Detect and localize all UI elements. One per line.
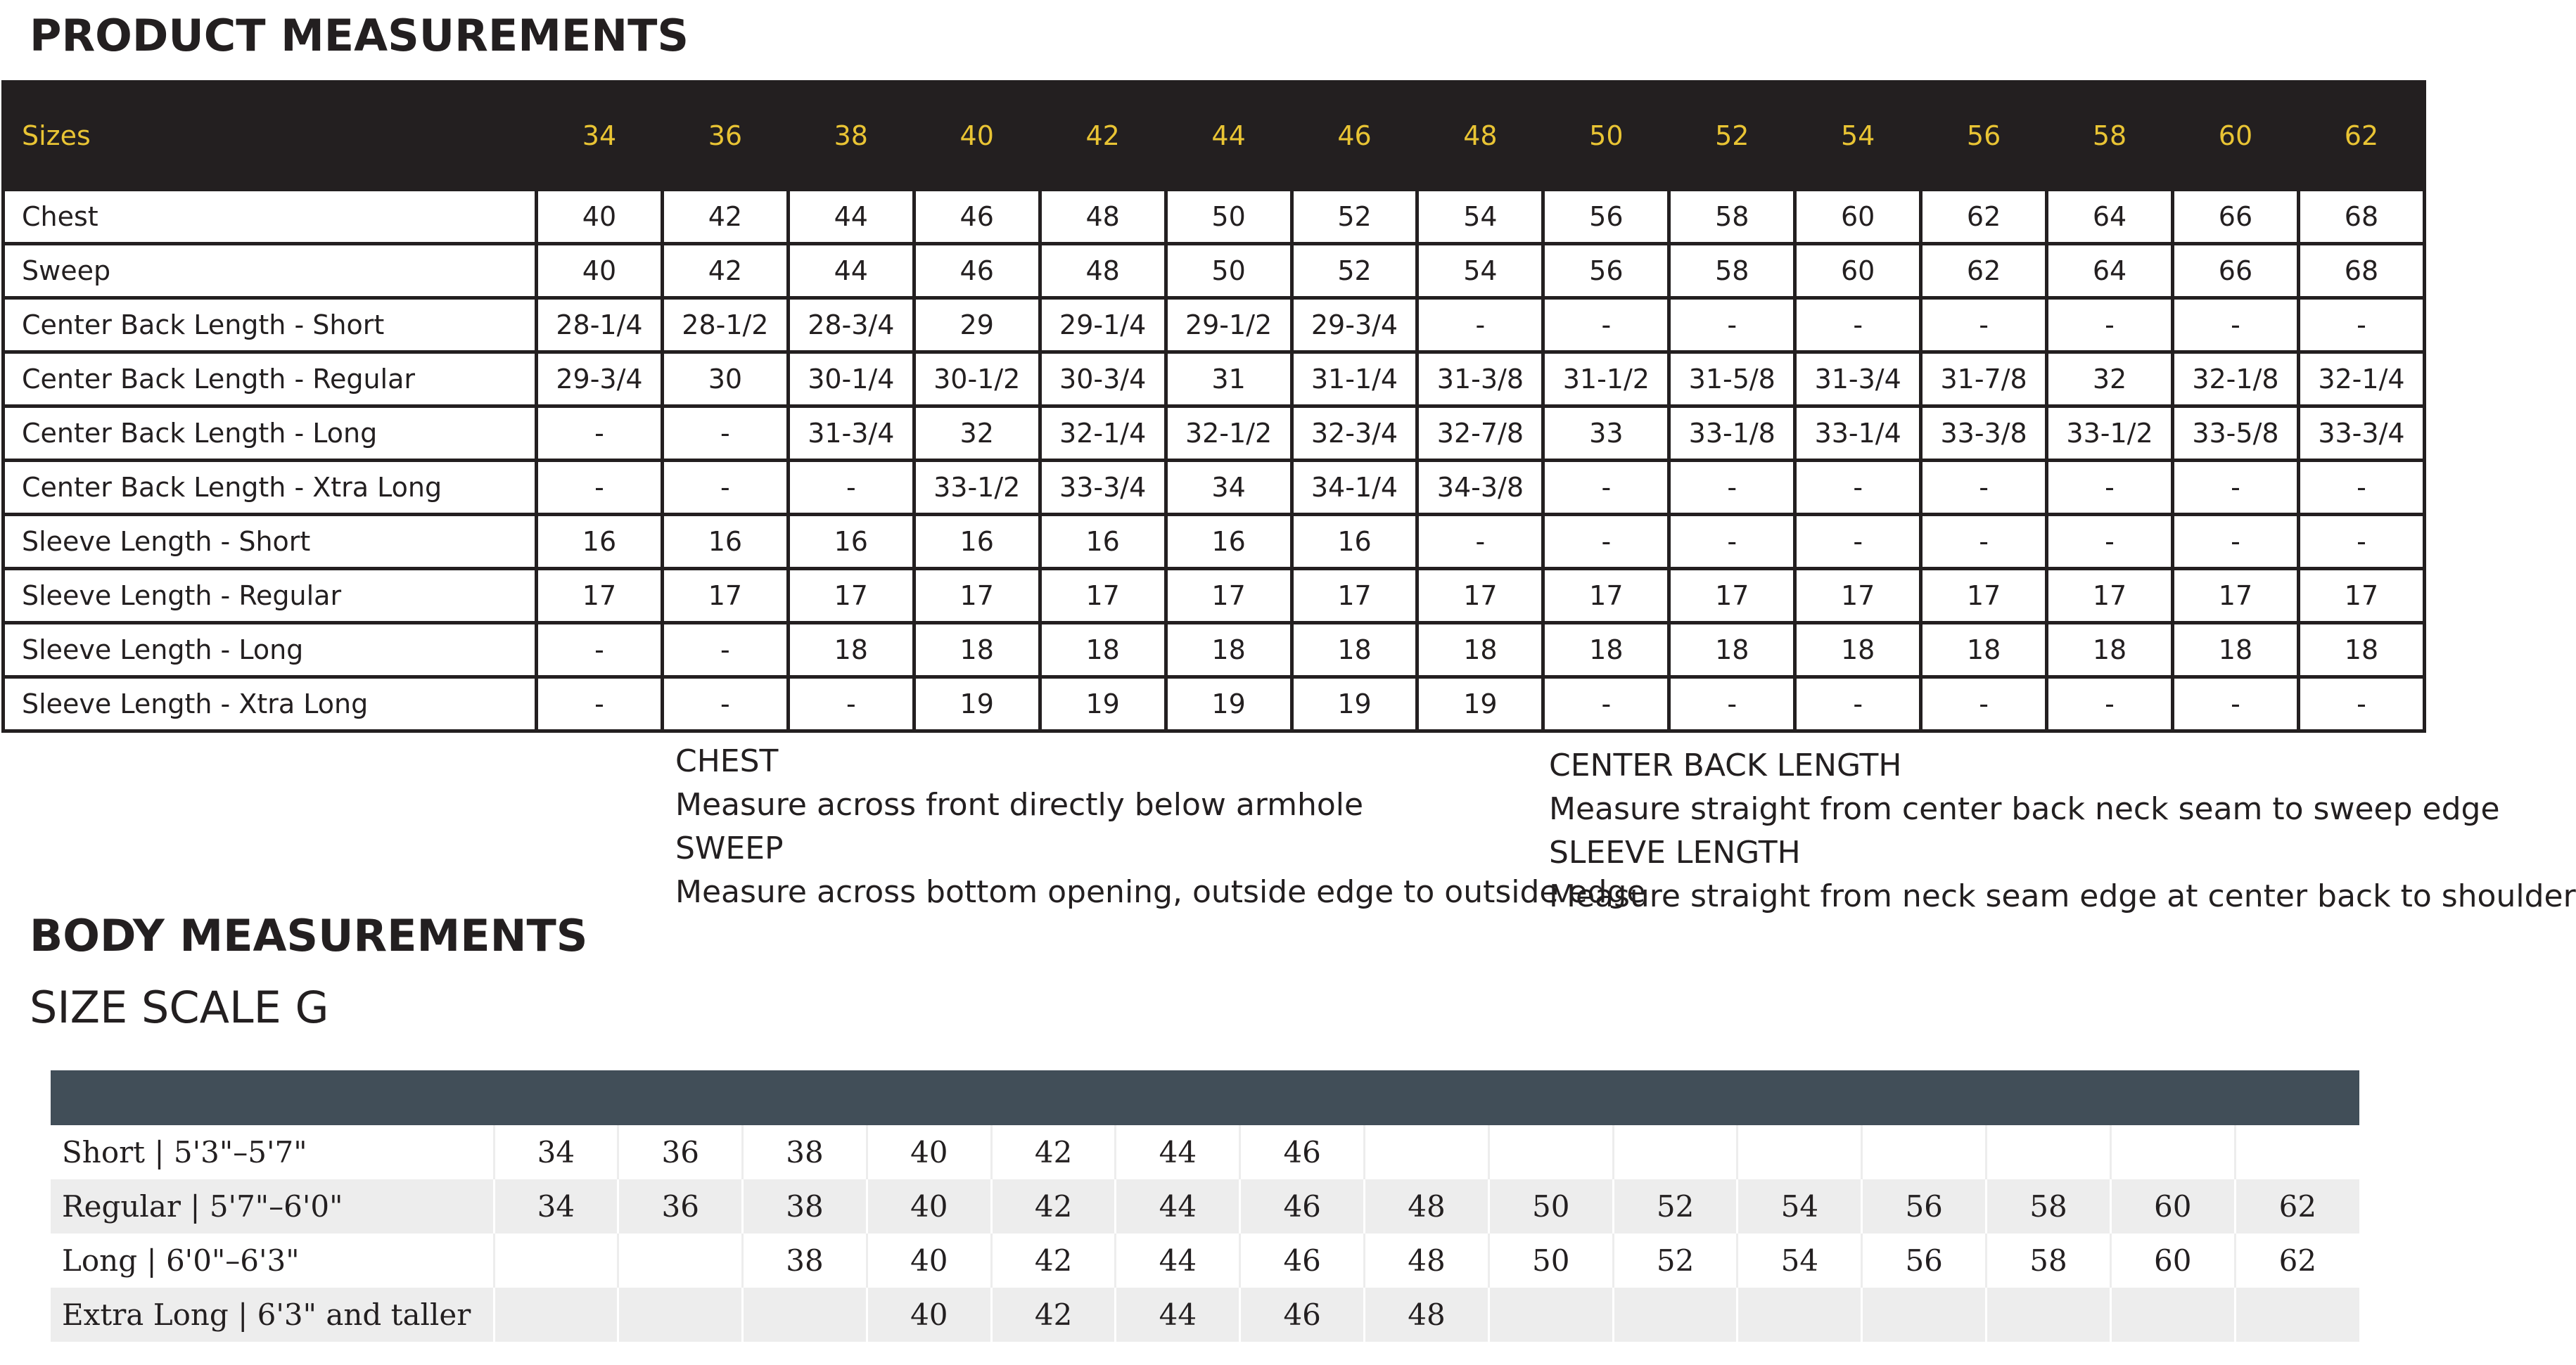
table-header-row <box>4 82 2425 190</box>
size-cell: 44 <box>1116 1288 1240 1342</box>
height-range-label: Short | 5'3"–5'7" <box>62 1135 307 1169</box>
table-cell: 50 <box>1166 190 1292 244</box>
size-cell: 38 <box>743 1179 867 1233</box>
table-cell: 30-1/4 <box>788 352 914 406</box>
table-cell: 18 <box>1669 623 1795 677</box>
size-header-46: 46 <box>1292 82 1417 190</box>
table-cell: 16 <box>1166 515 1292 569</box>
table-cell: 62 <box>1921 190 2047 244</box>
table-cell: 31-7/8 <box>1921 352 2047 406</box>
header-bar-cell <box>1987 1070 2111 1125</box>
table-cell: 42 <box>662 190 788 244</box>
table-cell: 54 <box>1417 244 1543 298</box>
table-cell: - <box>1543 298 1669 352</box>
size-cell: 44 <box>1116 1179 1240 1233</box>
table-cell: 19 <box>1417 677 1543 731</box>
body-measurements-title: BODY MEASUREMENTS <box>30 910 588 961</box>
table-cell: 18 <box>2172 623 2298 677</box>
table-cell: 17 <box>662 569 788 623</box>
size-cell: 50 <box>1488 1179 1613 1233</box>
size-cell: 46 <box>1240 1125 1365 1179</box>
size-cell <box>2110 1288 2235 1342</box>
size-cell <box>1862 1288 1987 1342</box>
table-row <box>4 569 2425 623</box>
table-cell: 18 <box>1921 623 2047 677</box>
table-cell: - <box>662 623 788 677</box>
header-bar-cell <box>2110 1070 2235 1125</box>
size-cell: 40 <box>867 1179 991 1233</box>
size-cell: 62 <box>2235 1179 2359 1233</box>
row-label: Sleeve Length - Short <box>4 515 537 569</box>
size-cell: 42 <box>991 1233 1116 1288</box>
table-cell: 33-1/2 <box>914 461 1040 515</box>
body-table-header-bar <box>51 1070 2359 1125</box>
table-cell: 19 <box>1040 677 1166 731</box>
header-bar-cell <box>1240 1070 1365 1125</box>
size-cell: 62 <box>2235 1233 2359 1288</box>
table-cell: 31-3/4 <box>788 406 914 461</box>
table-cell: 18 <box>1417 623 1543 677</box>
table-row <box>4 406 2425 461</box>
definitions-right <box>1549 744 2576 918</box>
table-cell: 60 <box>1795 244 1921 298</box>
size-cell <box>1987 1125 2111 1179</box>
table-cell: 19 <box>914 677 1040 731</box>
table-cell: 66 <box>2172 244 2298 298</box>
table-cell: 16 <box>914 515 1040 569</box>
table-cell: - <box>788 461 914 515</box>
size-cell: 42 <box>991 1288 1116 1342</box>
table-cell: 64 <box>2047 190 2173 244</box>
size-cell: 60 <box>2110 1179 2235 1233</box>
header-bar-cell <box>2235 1070 2359 1125</box>
table-cell: 19 <box>1292 677 1417 731</box>
table-cell: - <box>1417 298 1543 352</box>
size-cell: 56 <box>1862 1233 1987 1288</box>
table-cell: - <box>2047 515 2173 569</box>
chest-definition-title: CHEST <box>675 743 779 779</box>
table-cell: 18 <box>2047 623 2173 677</box>
table-row <box>51 1179 2359 1233</box>
table-cell: 52 <box>1292 190 1417 244</box>
table-row <box>51 1125 2359 1179</box>
table-cell: 32-1/8 <box>2172 352 2298 406</box>
table-cell: - <box>2172 461 2298 515</box>
table-cell: - <box>2298 677 2424 731</box>
row-label: Center Back Length - Regular <box>4 352 537 406</box>
body-measurements-table <box>51 1070 2359 1342</box>
table-cell: 44 <box>788 244 914 298</box>
table-row <box>4 190 2425 244</box>
table-cell: 17 <box>1795 569 1921 623</box>
header-bar-cell <box>991 1070 1116 1125</box>
table-cell: 30-3/4 <box>1040 352 1166 406</box>
size-cell: 56 <box>1862 1179 1987 1233</box>
size-cell <box>1613 1288 1737 1342</box>
header-bar-cell <box>1365 1070 1489 1125</box>
size-cell: 42 <box>991 1179 1116 1233</box>
size-cell: 48 <box>1365 1179 1489 1233</box>
table-cell: 58 <box>1669 190 1795 244</box>
table-cell: 17 <box>914 569 1040 623</box>
table-cell: 40 <box>537 190 663 244</box>
table-cell: 52 <box>1292 244 1417 298</box>
table-cell: 17 <box>2172 569 2298 623</box>
header-bar-cell <box>1613 1070 1737 1125</box>
table-cell: 18 <box>914 623 1040 677</box>
header-bar-cell <box>1862 1070 1987 1125</box>
table-cell: - <box>537 623 663 677</box>
height-range-label: Extra Long | 6'3" and taller <box>51 1288 494 1342</box>
size-scale-subtitle: SIZE SCALE G <box>30 982 329 1033</box>
table-cell: 50 <box>1166 244 1292 298</box>
size-cell: 52 <box>1613 1179 1737 1233</box>
size-cell: 52 <box>1613 1233 1737 1288</box>
table-cell: 34-3/8 <box>1417 461 1543 515</box>
size-cell: 34 <box>494 1179 618 1233</box>
header-bar-cell <box>867 1070 991 1125</box>
center-back-length-definition-title: CENTER BACK LENGTH <box>1549 748 1902 783</box>
table-cell: 17 <box>788 569 914 623</box>
table-cell: 31-5/8 <box>1669 352 1795 406</box>
size-cell <box>1737 1288 1862 1342</box>
size-cell: 50 <box>1488 1233 1613 1288</box>
header-bar-cell <box>494 1070 618 1125</box>
table-row <box>4 677 2425 731</box>
table-cell: 33-3/8 <box>1921 406 2047 461</box>
table-cell: 17 <box>1543 569 1669 623</box>
size-cell <box>618 1233 743 1288</box>
table-cell: - <box>1543 461 1669 515</box>
size-header-38: 38 <box>788 82 914 190</box>
size-header-48: 48 <box>1417 82 1543 190</box>
size-header-58: 58 <box>2047 82 2173 190</box>
table-cell: 17 <box>1669 569 1795 623</box>
table-cell: - <box>1669 515 1795 569</box>
height-range-label: Regular | 5'7"–6'0" <box>51 1179 494 1233</box>
table-cell: 30-1/2 <box>914 352 1040 406</box>
table-cell: - <box>1921 515 2047 569</box>
size-cell: 48 <box>1365 1288 1489 1342</box>
table-cell: 33 <box>1543 406 1669 461</box>
table-cell: 33-3/4 <box>2298 406 2424 461</box>
size-cell: 38 <box>743 1233 867 1288</box>
size-header-42: 42 <box>1040 82 1166 190</box>
size-cell <box>494 1233 618 1288</box>
table-cell: - <box>1543 515 1669 569</box>
table-cell: 28-1/4 <box>537 298 663 352</box>
table-cell: 31-3/8 <box>1417 352 1543 406</box>
table-cell: - <box>788 677 914 731</box>
size-cell: 48 <box>1365 1233 1489 1288</box>
table-cell: 46 <box>914 244 1040 298</box>
size-cell: 40 <box>867 1125 991 1179</box>
sleeve-length-definition-text: Measure straight from neck seam edge at center back to shoulder <box>1549 878 2576 914</box>
table-row <box>4 244 2425 298</box>
sweep-definition-title: SWEEP <box>675 831 784 866</box>
table-cell: 58 <box>1669 244 1795 298</box>
table-cell: 48 <box>1040 244 1166 298</box>
size-cell <box>1613 1125 1737 1179</box>
table-cell: - <box>1669 461 1795 515</box>
table-row <box>4 352 2425 406</box>
table-cell: 33-5/8 <box>2172 406 2298 461</box>
table-cell: - <box>662 406 788 461</box>
size-header-62: 62 <box>2298 82 2424 190</box>
table-row <box>4 298 2425 352</box>
table-cell: - <box>1795 298 1921 352</box>
size-header-36: 36 <box>662 82 788 190</box>
table-cell: 17 <box>2047 569 2173 623</box>
table-cell: 31-1/4 <box>1292 352 1417 406</box>
table-cell: 32-1/2 <box>1166 406 1292 461</box>
table-cell: 33-1/4 <box>1795 406 1921 461</box>
table-cell: 33-1/2 <box>2047 406 2173 461</box>
header-bar-cell <box>1488 1070 1613 1125</box>
sleeve-length-definition-title: SLEEVE LENGTH <box>1549 835 1801 871</box>
table-cell: 17 <box>2298 569 2424 623</box>
size-cell <box>2235 1125 2359 1179</box>
table-cell: - <box>2047 461 2173 515</box>
size-cell: 58 <box>1987 1233 2111 1288</box>
table-cell: - <box>2172 677 2298 731</box>
table-cell: 33-1/8 <box>1669 406 1795 461</box>
row-label: Sleeve Length - Long <box>4 623 537 677</box>
table-cell: - <box>1921 461 2047 515</box>
table-cell: - <box>1921 677 2047 731</box>
table-cell: 68 <box>2298 244 2424 298</box>
table-cell: 29-3/4 <box>537 352 663 406</box>
table-row <box>51 1288 2359 1342</box>
size-cell: 42 <box>991 1125 1116 1179</box>
table-cell: 62 <box>1921 244 2047 298</box>
table-cell: 29 <box>914 298 1040 352</box>
product-measurements-title: PRODUCT MEASUREMENTS <box>30 10 689 61</box>
row-label: Center Back Length - Short <box>4 298 537 352</box>
table-cell: 40 <box>537 244 663 298</box>
size-header-56: 56 <box>1921 82 2047 190</box>
table-cell: - <box>1669 298 1795 352</box>
table-cell: 66 <box>2172 190 2298 244</box>
table-cell: 18 <box>1543 623 1669 677</box>
table-cell: 46 <box>914 190 1040 244</box>
table-cell: 31-3/4 <box>1795 352 1921 406</box>
size-cell <box>494 1288 618 1342</box>
table-cell: 32-3/4 <box>1292 406 1417 461</box>
table-cell: 18 <box>788 623 914 677</box>
table-cell: - <box>1921 298 2047 352</box>
table-cell: 16 <box>1040 515 1166 569</box>
size-cell <box>2110 1125 2235 1179</box>
size-cell: 40 <box>867 1233 991 1288</box>
table-cell: - <box>1795 461 1921 515</box>
size-header-34: 34 <box>537 82 663 190</box>
table-cell: 18 <box>1795 623 1921 677</box>
table-cell: 29-3/4 <box>1292 298 1417 352</box>
table-cell: - <box>2172 298 2298 352</box>
size-cell <box>618 1288 743 1342</box>
size-cell: 38 <box>743 1125 867 1179</box>
table-cell: 17 <box>1921 569 2047 623</box>
size-header-44: 44 <box>1166 82 1292 190</box>
row-label: Sweep <box>4 244 537 298</box>
table-row <box>51 1233 2359 1288</box>
table-cell: 34-1/4 <box>1292 461 1417 515</box>
table-cell: 64 <box>2047 244 2173 298</box>
table-row <box>4 515 2425 569</box>
table-cell: 56 <box>1543 244 1669 298</box>
size-cell: 40 <box>867 1288 991 1342</box>
size-cell: 34 <box>494 1125 618 1179</box>
table-cell: 16 <box>537 515 663 569</box>
table-cell: 17 <box>1040 569 1166 623</box>
size-cell: 54 <box>1737 1179 1862 1233</box>
table-cell: 32-1/4 <box>1040 406 1166 461</box>
table-cell: - <box>2172 515 2298 569</box>
table-row <box>4 623 2425 677</box>
table-cell: 19 <box>1166 677 1292 731</box>
table-cell: 16 <box>662 515 788 569</box>
table-row <box>4 461 2425 515</box>
table-cell: 54 <box>1417 190 1543 244</box>
table-cell: 18 <box>1166 623 1292 677</box>
table-cell: 18 <box>2298 623 2424 677</box>
size-cell: 46 <box>1240 1179 1365 1233</box>
table-cell: 32 <box>2047 352 2173 406</box>
table-cell: 18 <box>1292 623 1417 677</box>
table-cell: 32-7/8 <box>1417 406 1543 461</box>
size-cell: 36 <box>618 1179 743 1233</box>
table-cell: 17 <box>1417 569 1543 623</box>
table-cell: - <box>1417 515 1543 569</box>
table-cell: 32-1/4 <box>2298 352 2424 406</box>
table-cell: 28-3/4 <box>788 298 914 352</box>
table-cell: 44 <box>788 190 914 244</box>
sizes-header-label: Sizes <box>4 82 537 190</box>
size-cell: 60 <box>2110 1233 2235 1288</box>
table-cell: 17 <box>1166 569 1292 623</box>
table-cell: 30 <box>662 352 788 406</box>
header-bar-cell <box>743 1070 867 1125</box>
size-cell <box>1488 1288 1613 1342</box>
table-cell: - <box>537 677 663 731</box>
size-cell: 46 <box>1240 1233 1365 1288</box>
table-cell: - <box>537 406 663 461</box>
table-cell: - <box>2298 515 2424 569</box>
table-cell: - <box>1543 677 1669 731</box>
size-cell: 44 <box>1116 1233 1240 1288</box>
size-cell <box>743 1288 867 1342</box>
table-cell: 48 <box>1040 190 1166 244</box>
table-cell: 34 <box>1166 461 1292 515</box>
product-measurements-table <box>1 80 2426 733</box>
header-bar-cell <box>618 1070 743 1125</box>
table-cell: 56 <box>1543 190 1669 244</box>
size-cell: 44 <box>1116 1125 1240 1179</box>
size-header-54: 54 <box>1795 82 1921 190</box>
table-cell: 28-1/2 <box>662 298 788 352</box>
table-cell: - <box>2047 677 2173 731</box>
size-cell <box>1737 1125 1862 1179</box>
row-label: Sleeve Length - Xtra Long <box>4 677 537 731</box>
definitions-left <box>675 740 1646 914</box>
table-cell: - <box>662 461 788 515</box>
size-header-60: 60 <box>2172 82 2298 190</box>
table-cell: 33-3/4 <box>1040 461 1166 515</box>
table-cell: 31-1/2 <box>1543 352 1669 406</box>
table-cell: - <box>1795 677 1921 731</box>
table-cell: 31 <box>1166 352 1292 406</box>
size-cell: 58 <box>1987 1179 2111 1233</box>
table-cell: - <box>1795 515 1921 569</box>
row-label: Center Back Length - Long <box>4 406 537 461</box>
table-cell: - <box>662 677 788 731</box>
table-cell: 18 <box>1040 623 1166 677</box>
table-cell: 17 <box>537 569 663 623</box>
table-cell: - <box>1669 677 1795 731</box>
size-cell <box>2235 1288 2359 1342</box>
table-cell: - <box>2047 298 2173 352</box>
table-cell: - <box>537 461 663 515</box>
table-cell: 17 <box>1292 569 1417 623</box>
size-header-52: 52 <box>1669 82 1795 190</box>
size-cell <box>1987 1288 2111 1342</box>
sweep-definition-text: Measure across bottom opening, outside edge to outside edge <box>675 874 1646 910</box>
size-header-50: 50 <box>1543 82 1669 190</box>
height-range-label: Long | 6'0"–6'3" <box>62 1243 300 1278</box>
size-cell <box>1365 1125 1489 1179</box>
table-cell: - <box>2298 298 2424 352</box>
table-cell: 29-1/4 <box>1040 298 1166 352</box>
chest-definition-text: Measure across front directly below armhole <box>675 787 1364 823</box>
table-cell: 60 <box>1795 190 1921 244</box>
row-label: Chest <box>4 190 537 244</box>
header-bar-cell <box>51 1070 494 1125</box>
size-cell: 46 <box>1240 1288 1365 1342</box>
center-back-length-definition-text: Measure straight from center back neck seam to sweep edge <box>1549 791 2500 827</box>
table-cell: 32 <box>914 406 1040 461</box>
size-header-40: 40 <box>914 82 1040 190</box>
table-cell: 16 <box>1292 515 1417 569</box>
row-label: Sleeve Length - Regular <box>4 569 537 623</box>
table-cell: - <box>2298 461 2424 515</box>
row-label: Center Back Length - Xtra Long <box>4 461 537 515</box>
table-cell: 16 <box>788 515 914 569</box>
header-bar-cell <box>1737 1070 1862 1125</box>
table-cell: 29-1/2 <box>1166 298 1292 352</box>
size-cell: 36 <box>618 1125 743 1179</box>
size-cell: 54 <box>1737 1233 1862 1288</box>
table-cell: 68 <box>2298 190 2424 244</box>
table-cell: 42 <box>662 244 788 298</box>
size-cell <box>1862 1125 1987 1179</box>
header-bar-cell <box>1116 1070 1240 1125</box>
size-cell <box>1488 1125 1613 1179</box>
